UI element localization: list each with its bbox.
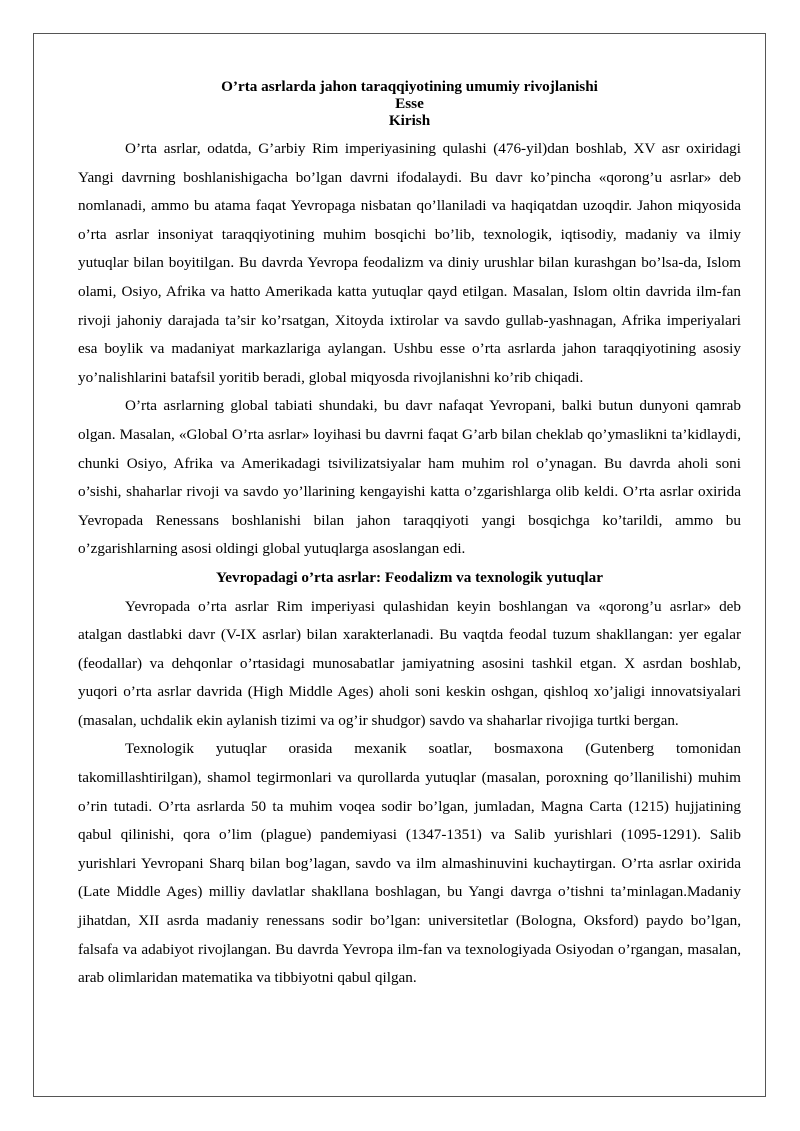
document-body [78,78,741,993]
intro-paragraph-1: O’rta asrlar, odatda, G’arbiy Rim imperiyasining qulashi (476-yil)dan boshlab, XV asr oxiridagi Yangi davrning boshlanishigacha bo’lgan davrni ifodalaydi. Bu davr ko’pincha «qorong’u asrlar» deb nomlanadi, ammo bu atama faqat Yevropaga nisbatan qo’llaniladi va haqiqatdan uzoqdir. Jahon miqyosida o’rta asrlar insoniyat taraqqiyotining muhim bosqichi bo’lib, texnologik, iqtisodiy, madaniy va ilmiy yutuqlar bilan boyitilgan. Bu davrda Yevropa feodalizm va diniy urushlar bilan kurashgan bo’lsa-da, Islom olami, Osiyo, Afrika va hatto Amerikada katta yutuqlar qayd etilgan. Masalan, Islom oltin davrida ilm-fan rivoji jahoniy darajada ta’sir ko’rsatgan, Xitoyda ixtirolar va savdo gullab-yashnagan, Afrika imperiyalari esa boylik va madaniyat markazlariga aylangan. Ushbu esse o’rta asrlarda jahon taraqqiyotining asosiy yo’nalishlarini batafsil yoritib beradi, global miqyosda rivojlanishni ko’rib chiqadi. [78,140,741,386]
document-title: O’rta asrlarda jahon taraqqiyotining umumiy rivojlanishi [221,78,598,95]
document-genre: Esse [395,95,424,112]
intro-paragraph-2: O’rta asrlarning global tabiati shundaki, bu davr nafaqat Yevropani, balki butun dunyoni qamrab olgan. Masalan, «Global O’rta asrlar» loyihasi bu davrni faqat G’arb bilan cheklab qo’ymaslikni ta’kidlaydi, chunki Osiyo, Afrika va Amerikadagi tsivilizatsiyalar ham muhim rol o’ynagan. Bu davrda aholi soni o’sishi, shaharlar rivoji va savdo yo’llarining kengayishi katta o’zgarishlarga olib keldi. O’rta asrlar oxirida Yevropada Renessans boshlanishi bilan jahon taraqqiyoti yangi bosqichga ko’tarildi, ammo bu o’zgarishlarning asosi oldingi global yutuqlarga asoslangan edi. [78,397,741,558]
introduction-heading: Kirish [388,112,431,129]
section-paragraph-1: Yevropada o’rta asrlar Rim imperiyasi qulashidan keyin boshlangan va «qorong’u asrlar» deb atalgan dastlabki davr (V-IX asrlar) bilan xarakterlanadi. Bu vaqtda feodal tuzum shakllangan: yer egalar (feodallar) va dehqonlar o’rtasidagi munosabatlar jamiyatning asosini tashkil etgan. X asrdan boshlab, yuqori o’rta asrlar davrida (High Middle Ages) aholi soni keskin oshgan, qishloq xo’jaligi innovatsiyalari (masalan, uchdalik ekin aylanish tizimi va og’ir shudgor) savdo va shaharlar rivojiga turtki bergan. [78,597,741,729]
section-heading: Yevropadagi o’rta asrlar: Feodalizm va texnologik yutuqlar [216,568,603,586]
title-block [78,78,741,129]
section-paragraph-2: Texnologik yutuqlar orasida mexanik soatlar, bosmaxona (Gutenberg tomonidan takomillashtirilgan), shamol tegirmonlari va qurollarda yutuqlar (masalan, poroxning qo’llanilishi) muhim o’rin tutadi. O’rta asrlarda 50 ta muhim voqea sodir bo’lgan, jumladan, Magna Carta (1215) hujjatining qabul qilinishi, qora o’lim (plague) pandemiyasi (1347-1351) va Salib yurishlari (1095-1291). Salib yurishlari Yevropani Sharq bilan bog’lagan, savdo va ilm almashinuvini kuchaytirgan. O’rta asrlar oxirida (Late Middle Ages) milliy davlatlar shakllana boshlagan, bu Yangi davrga o’tishni ta’minlagan.Madaniy jihatdan, XII asrda madaniy renessans sodir bo’lgan: universitetlar (Bologna, Oksford) paydo bo’lgan, falsafa va adabiyot rivojlangan. Bu davrda Yevropa ilm-fan va texnologiyada Osiyodan o’rgangan, masalan, arab olimlaridan matematika va tibbiyotni qabul qilgan. [78,740,741,987]
